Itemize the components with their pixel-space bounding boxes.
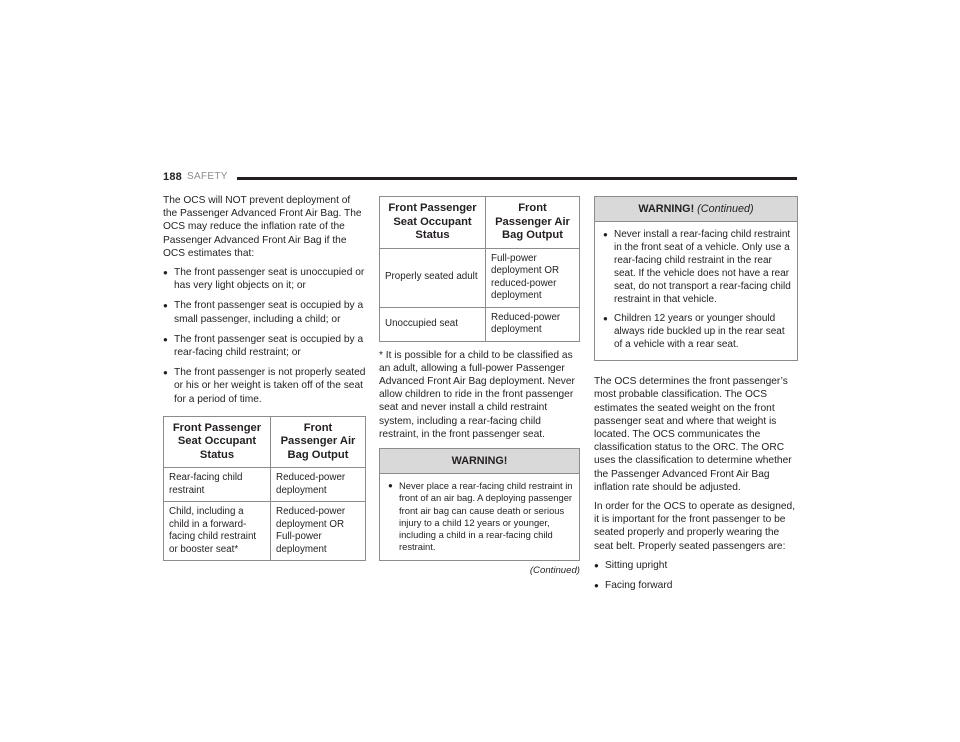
table-header-row xyxy=(164,416,366,468)
table-header-row xyxy=(380,197,580,249)
column-header: Front Passenger Seat Occupant Status xyxy=(164,416,271,468)
occupant-status-table xyxy=(379,196,580,342)
occupant-status-table xyxy=(163,416,366,562)
body-paragraph: The OCS determines the front passenger’s most probable classification. The OCS estimates the seated weight on the front passenger seat and where that weight is located. The OCS communicates the classification status to the ORC. The ORC uses the classification to determine whether the Passenger Advanced Front Air Bag inflation rate should be adjusted. xyxy=(594,376,792,493)
table-cell: Reduced-power deployment OR Full-power deployment xyxy=(271,502,366,561)
table-cell: Rear-facing child restraint xyxy=(164,468,271,502)
warning-title-text: WARNING! xyxy=(638,203,695,215)
column-header: Front Passenger Seat Occupant Status xyxy=(380,197,486,249)
warning-title: WARNING! xyxy=(380,449,579,474)
body-paragraph: In order for the OCS to operate as designed, it is important for the front passenger to be seated properly and properly wearing the seat belt. Properly seated passengers are: xyxy=(594,501,796,552)
column-2 xyxy=(379,196,580,578)
section-title: SAFETY xyxy=(187,171,228,182)
column-3 xyxy=(594,196,798,599)
page-number: 188 xyxy=(163,171,182,183)
list-item: ● The front passenger seat is unoccupied or has very light objects on it; or xyxy=(163,266,366,292)
table-row xyxy=(164,502,366,561)
list-item: ● The front passenger seat is occupied by a small passenger, including a child; or xyxy=(163,299,366,325)
list-item: ● Facing forward xyxy=(594,579,798,592)
column-header: Front Passenger Air Bag Output xyxy=(486,197,580,249)
table-cell: Reduced-power deployment xyxy=(271,468,366,502)
warning-box xyxy=(379,448,580,561)
intro-paragraph: The OCS will NOT prevent deployment of the Passenger Advanced Front Air Bag. The OCS may reduce the inflation rate of the Passenger Advanced Front Air Bag if the OCS estimates that: xyxy=(163,195,362,259)
table-cell: Full-power deployment OR reduced-power deployment xyxy=(486,248,580,307)
footnote: * It is possible for a child to be classified as an adult, allowing a full-power Passenger Advanced Front Air Bag deployment. Never allow children to ride in the front passenger seat and never install a child restraint system, including a rear-facing child restraint, in the front passenger seat. xyxy=(379,349,575,440)
list-item: ● Sitting upright xyxy=(594,559,798,572)
warning-box-continued xyxy=(594,196,798,361)
list-item: ● The front passenger seat is occupied by a rear-facing child restraint; or xyxy=(163,333,366,359)
table-row xyxy=(380,307,580,341)
warning-item: ● Children 12 years or younger should always ride buckled up in the rear seat of a vehicle with a rear seat. xyxy=(603,312,791,351)
warning-title xyxy=(595,197,797,222)
column-1 xyxy=(163,194,366,561)
page-header xyxy=(163,171,797,185)
warning-title-suffix: (Continued) xyxy=(697,203,754,215)
header-rule xyxy=(237,177,797,180)
column-header: Front Passenger Air Bag Output xyxy=(271,416,366,468)
table-cell: Reduced-power deployment xyxy=(486,307,580,341)
table-cell: Child, including a child in a forward-facing child restraint or booster seat* xyxy=(164,502,271,561)
warning-item: ● Never install a rear-facing child restraint in the front seat of a vehicle. Only use a rear-facing child restraint in the rear seat. If the vehicle does not have a rear seat, do not transport a rear-facing child restraint in that vehicle. xyxy=(603,228,791,306)
list-item: ● The front passenger is not properly seated or his or her weight is taken off of the seat for a period of time. xyxy=(163,366,366,406)
table-row xyxy=(164,468,366,502)
table-cell: Properly seated adult xyxy=(380,248,486,307)
table-row xyxy=(380,248,580,307)
continued-note: (Continued) xyxy=(529,565,580,577)
table-cell: Unoccupied seat xyxy=(380,307,486,341)
warning-item: ● Never place a rear-facing child restraint in front of an air bag. A deploying passenger front air bag can cause death or serious injury to a child 12 years or younger, including a child in a rear-facing child restraint. xyxy=(388,480,573,553)
